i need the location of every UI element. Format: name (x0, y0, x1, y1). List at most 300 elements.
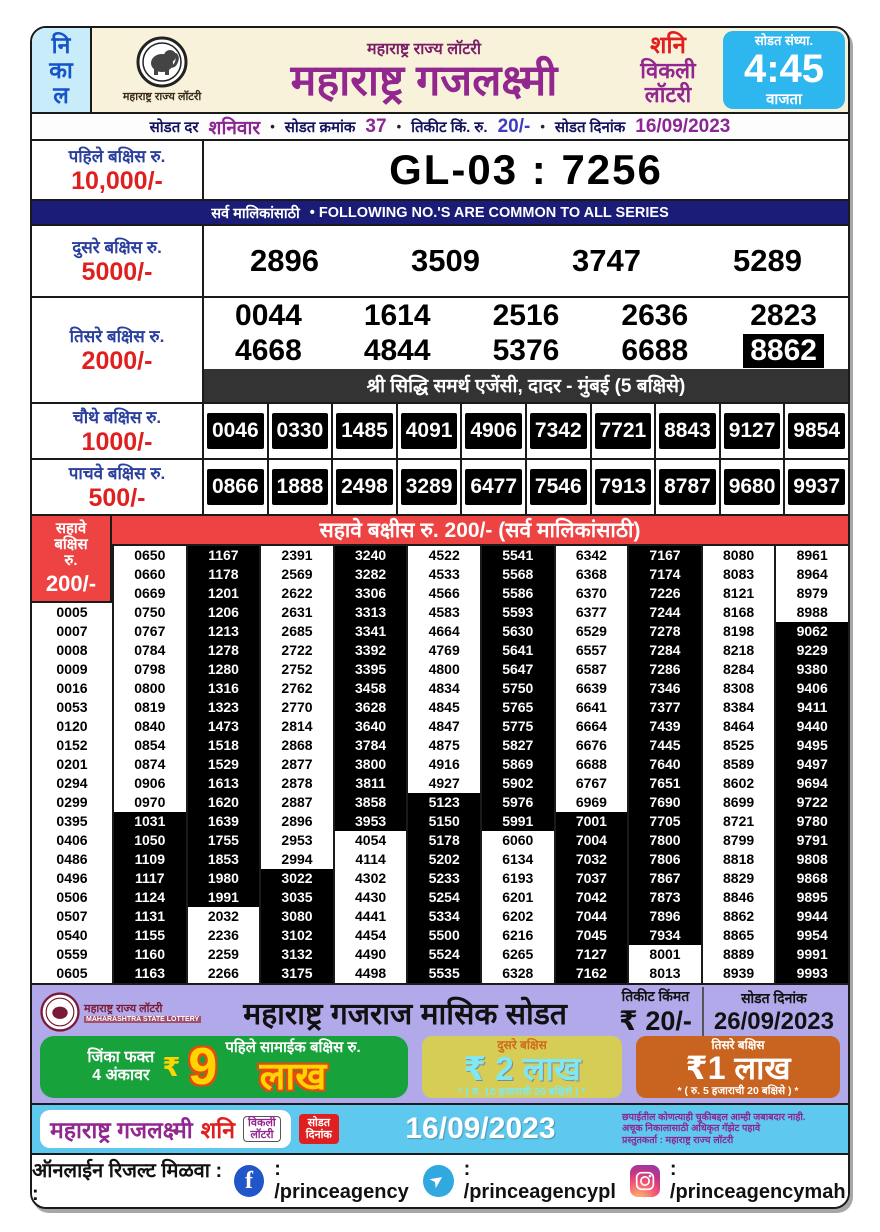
third-prize-number: 6688 (621, 333, 689, 367)
draw-info-row (32, 112, 848, 139)
fourth-prize-number: 7342 (530, 413, 587, 449)
third-prize-amount: 2000/- (81, 347, 153, 375)
grid-number-cell: 3640 (333, 717, 407, 736)
grid-number-cell: 9895 (774, 888, 848, 907)
grid-number-cell: 3458 (333, 679, 407, 698)
grid-number-cell: 8464 (701, 717, 775, 736)
fifth-prize-number: 9680 (724, 469, 781, 505)
fourth-prize-number: 1485 (336, 413, 393, 449)
grid-number-cell: 4454 (333, 926, 407, 945)
grid-number-cell: 7934 (627, 926, 701, 945)
grid-number-cell: 2953 (259, 831, 333, 850)
grid-number-cell: 1518 (186, 736, 260, 755)
grid-number-cell: 5500 (406, 926, 480, 945)
grid-number-cell: 6202 (480, 907, 554, 926)
grid-number-cell: 9993 (774, 964, 848, 983)
first-prize-label (32, 141, 204, 199)
promo-title: महाराष्ट्र गजराज मासिक सोडत (243, 997, 567, 1031)
grid-number-cell: 6969 (554, 793, 628, 812)
grid-number-cell: 0669 (112, 584, 186, 603)
grid-number-cell: 3953 (333, 812, 407, 831)
grid-number-cell: 2762 (259, 679, 333, 698)
grid-number-cell: 0840 (112, 717, 186, 736)
promo-section (32, 983, 848, 1103)
day-block (616, 28, 720, 112)
grid-number-cell: 6216 (480, 926, 554, 945)
grid-number-cell: 6368 (554, 565, 628, 584)
fourth-prize-cell (460, 404, 525, 458)
grid-number-cell: 1124 (112, 888, 186, 907)
grid-number-cell: 8121 (701, 584, 775, 603)
grid-number-cell: 3282 (333, 565, 407, 584)
promo-ticket-value: ₹ 20/- (619, 1006, 692, 1036)
fourth-prize-number: 9854 (788, 413, 845, 449)
grid-number-cell: 2994 (259, 850, 333, 869)
grid-number-cell: 0906 (112, 774, 186, 793)
third-prize-numbers (204, 298, 848, 369)
instagram-handle[interactable]: : /princeagencymah (669, 1158, 846, 1203)
promo-first-prize-box (40, 1036, 408, 1098)
grid-number-cell: 4566 (406, 584, 480, 603)
fourth-prize-cell (396, 404, 461, 458)
fourth-prize-number: 9127 (724, 413, 781, 449)
footer-date-label-line2: दिनांक (305, 1129, 332, 1141)
grid-number-cell: 8699 (701, 793, 775, 812)
grid-number-cell: 3080 (259, 907, 333, 926)
footer-date-label-line1: सोडत (307, 1117, 331, 1129)
nikal-letter: का (49, 56, 73, 83)
instagram-icon[interactable] (630, 1165, 660, 1197)
grid-number-cell: 7244 (627, 603, 701, 622)
footer-date: 16/09/2023 (405, 1112, 556, 1145)
fourth-prize-number: 0046 (207, 413, 264, 449)
fifth-prize-cell (525, 460, 590, 514)
second-prize-number: 5289 (733, 243, 802, 278)
grid-number-cell: 1991 (186, 888, 260, 907)
grid-number-cell: 6767 (554, 774, 628, 793)
first-prize-row (32, 139, 848, 199)
grid-number-cell: 6060 (480, 831, 554, 850)
third-prize-number: 8862 (743, 334, 824, 368)
grid-number-cell: 2887 (259, 793, 333, 812)
grid-number-cell: 5630 (480, 622, 554, 641)
grid-number-cell: 6641 (554, 698, 628, 717)
fifth-prize-cell (204, 460, 267, 514)
promo-ticket-price (609, 987, 704, 1037)
grid-number-cell: 7174 (627, 565, 701, 584)
ticket-price-label: तिकीट किं. रु. (411, 118, 488, 136)
fifth-prize-cell (396, 460, 461, 514)
grid-number-cell: 4927 (406, 774, 480, 793)
grid-number-cell: 7445 (627, 736, 701, 755)
third-prize-row (32, 296, 848, 402)
telegram-handle[interactable]: : /princeagencypl (463, 1158, 616, 1203)
fourth-prize-row (32, 402, 848, 458)
grid-number-cell: 7286 (627, 660, 701, 679)
grid-number-cell: 1613 (186, 774, 260, 793)
grid-number-cell: 7651 (627, 774, 701, 793)
series-banner-marathi: सर्व मालिकांसाठी (211, 205, 300, 222)
grid-number-cell: 7439 (627, 717, 701, 736)
small-title: महाराष्ट्र राज्य लॉटरी (367, 41, 481, 58)
grid-number-cell: 8589 (701, 755, 775, 774)
third-prize-number: 4844 (363, 333, 431, 367)
grid-number-cell: 7162 (554, 964, 628, 983)
disclaimer-line: अचूक निकालासाठी अधिकृत गॅझेट पहावे (622, 1123, 761, 1135)
grid-number-cell: 9954 (774, 926, 848, 945)
grid-number-cell: 4664 (406, 622, 480, 641)
grid-number-cell: 6557 (554, 641, 628, 660)
grid-number-cell: 8799 (701, 831, 775, 850)
grid-number-cell: 3341 (333, 622, 407, 641)
third-prize-number: 5376 (492, 333, 560, 367)
first-prize-amount: 10,000/- (71, 167, 163, 195)
fourth-prize-cell (267, 404, 332, 458)
grid-number-cell: 8862 (701, 907, 775, 926)
title-block (232, 28, 616, 112)
grid-number-cell: 9229 (774, 641, 848, 660)
fourth-prize-cell (654, 404, 719, 458)
grid-number-cell: 1131 (112, 907, 186, 926)
first-prize-number: GL-03 : 7256 (389, 146, 663, 193)
grid-number-cell: 0970 (112, 793, 186, 812)
fifth-prize-cell (590, 460, 655, 514)
grid-number-cell: 8939 (701, 964, 775, 983)
promo-header (40, 989, 840, 1035)
promo-date-value: 26/09/2023 (713, 1007, 834, 1035)
sixth-prize-amount: 200/- (45, 570, 97, 596)
fifth-prize-number: 9937 (788, 469, 845, 505)
second-prize-number: 3509 (411, 243, 480, 278)
second-prize-numbers (204, 226, 848, 296)
grid-number-cell: 7806 (627, 850, 701, 869)
logo-caption: महाराष्ट्र राज्य लॉटरी (122, 91, 202, 103)
grid-number-cell: 9780 (774, 812, 848, 831)
grid-number-cell: 0496 (32, 869, 112, 888)
grid-number-cell: 2631 (259, 603, 333, 622)
grid-number-cell: 2896 (259, 812, 333, 831)
lottery-result-sheet (30, 26, 850, 1209)
nikal-letter: नि (51, 31, 71, 58)
grid-number-cell: 0201 (32, 755, 112, 774)
grid-number-cell: 9791 (774, 831, 848, 850)
grid-number-cell: 1639 (186, 812, 260, 831)
grid-number-cell: 3306 (333, 584, 407, 603)
grid-number-cell: 5869 (480, 755, 554, 774)
grid-number-cell: 8001 (627, 945, 701, 964)
fifth-prize-numbers (204, 460, 848, 514)
fourth-prize-amount: 1000/- (81, 428, 153, 456)
grid-number-cell: 7044 (554, 907, 628, 926)
grid-number-cell: 1050 (112, 831, 186, 850)
grid-number-cell: 6193 (480, 869, 554, 888)
facebook-handle[interactable]: : /princeagency (274, 1158, 409, 1203)
grid-number-cell: 4441 (333, 907, 407, 926)
grid-number-cell: 3858 (333, 793, 407, 812)
grid-number-cell: 1473 (186, 717, 260, 736)
grid-number-cell: 2685 (259, 622, 333, 641)
grid-number-cell: 0767 (112, 622, 186, 641)
disclaimer-line: प्रस्तुतकर्ता : महाराष्ट्र राज्य लॉटरी (622, 1134, 734, 1146)
fifth-prize-number: 6477 (465, 469, 522, 505)
grid-number-cell: 5541 (480, 546, 554, 565)
grid-number-cell: 0507 (32, 907, 112, 926)
fifth-prize-cell (331, 460, 396, 514)
grid-number-cell: 7037 (554, 869, 628, 888)
draw-time-value: 4:45 (743, 47, 825, 91)
fourth-prize-number: 8843 (659, 413, 716, 449)
grid-number-cell: 6587 (554, 660, 628, 679)
disclaimer-line: छपाईतील कोणत्याही चुकीबद्दल आम्ही जबाबदार नाही. (622, 1111, 806, 1123)
grid-number-cell: 8846 (701, 888, 775, 907)
third-prize-label (32, 298, 204, 402)
fourth-prize-number: 0330 (272, 413, 329, 449)
online-result-label: ऑनलाईन रिजल्ट मिळवा : : (32, 1160, 223, 1205)
promo-second-note: * ( रु. 10 हजाराची 20 बक्षिसे ) * (458, 1085, 586, 1098)
fourth-prize-cell (331, 404, 396, 458)
grid-number-cell: 1278 (186, 641, 260, 660)
grid-number-cell: 0800 (112, 679, 186, 698)
instagram-camera-glyph (635, 1171, 655, 1191)
grid-number-cell: 8284 (701, 660, 775, 679)
grid-number-cell: 4834 (406, 679, 480, 698)
grid-number-cell: 5765 (480, 698, 554, 717)
promo-draw-date (704, 989, 840, 1036)
grid-number-cell: 1213 (186, 622, 260, 641)
bullet-icon: • (396, 119, 402, 134)
grid-number-cell: 5647 (480, 660, 554, 679)
grid-number-cell: 1109 (112, 850, 186, 869)
grid-number-cell: 6134 (480, 850, 554, 869)
grid-number-cell: 1201 (186, 584, 260, 603)
grid-number-cell: 8525 (701, 736, 775, 755)
promo-second-amount: ₹ 2 लाख (463, 1049, 581, 1087)
grid-number-cell: 0559 (32, 945, 112, 964)
third-prize-number: 1614 (363, 298, 431, 332)
grid-number-cell: 0605 (32, 964, 112, 983)
grid-number-cell: 5775 (480, 717, 554, 736)
grid-number-cell: 1167 (186, 546, 260, 565)
second-prize-number: 3747 (572, 243, 641, 278)
grid-number-cell: 5586 (480, 584, 554, 603)
series-banner (32, 199, 848, 224)
series-banner-english: • FOLLOWING NO.'S ARE COMMON TO ALL SERIES (309, 204, 669, 221)
third-prize-number: 2516 (492, 298, 560, 332)
grid-number-cell: 2266 (186, 964, 260, 983)
grid-number-cell: 7690 (627, 793, 701, 812)
grid-number-cell: 0299 (32, 793, 112, 812)
grid-number-cell: 0650 (112, 546, 186, 565)
grid-number-cell: 0053 (32, 698, 112, 717)
sixth-prize-name-l2: बक्षिस (54, 535, 88, 553)
fifth-prize-row (32, 458, 848, 514)
grid-number-cell: 4769 (406, 641, 480, 660)
fifth-prize-number: 8787 (659, 469, 716, 505)
sixth-prize-name-l1: सहावे (55, 519, 87, 537)
grid-number-cell: 5178 (406, 831, 480, 850)
draw-date-value: 16/09/2023 (635, 115, 731, 137)
grid-number-cell: 5568 (480, 565, 554, 584)
grid-number-cell: 1280 (186, 660, 260, 679)
grid-number-cell: 9722 (774, 793, 848, 812)
footer-weekly-line1: विकली (248, 1117, 276, 1129)
footer-disclaimer (622, 1112, 840, 1147)
grid-number-cell: 8829 (701, 869, 775, 888)
grid-number-cell: 2236 (186, 926, 260, 945)
sixth-prize-banner: सहावे बक्षीस रु. 200/- (सर्व मालिकांसाठी) (112, 516, 848, 546)
second-prize-amount: 5000/- (81, 258, 153, 286)
grid-number-cell: 7873 (627, 888, 701, 907)
facebook-icon[interactable]: f (234, 1165, 264, 1197)
draw-day-value: शनिवार (208, 117, 261, 139)
grid-number-cell: 7127 (554, 945, 628, 964)
grid-number-cell: 9380 (774, 660, 848, 679)
grid-number-cell: 1117 (112, 869, 186, 888)
header (32, 28, 848, 112)
third-prize-number: 2636 (621, 298, 689, 332)
grid-number-cell: 3102 (259, 926, 333, 945)
grid-number-cell: 5827 (480, 736, 554, 755)
fifth-prize-name: पाचवे बक्षिस रु. (68, 464, 166, 483)
draw-time-label: सोडत संध्या. (754, 33, 814, 48)
fifth-prize-cell (654, 460, 719, 514)
grid-number-cell: 1755 (186, 831, 260, 850)
grid-number-cell: 8083 (701, 565, 775, 584)
fourth-prize-number: 4091 (401, 413, 458, 449)
grid-number-cell: 3022 (259, 869, 333, 888)
grid-number-cell: 0486 (32, 850, 112, 869)
grid-number-cell: 5641 (480, 641, 554, 660)
fourth-prize-cell (525, 404, 590, 458)
promo-third-label: तिसरे बक्षिस (711, 1038, 765, 1052)
grid-number-cell: 8721 (701, 812, 775, 831)
promo-third-amount: ₹1 लाख (685, 1050, 791, 1086)
grid-number-cell: 5535 (406, 964, 480, 983)
draw-time-box (723, 31, 845, 109)
grid-number-cell: 8979 (774, 584, 848, 603)
grid-number-cell: 1323 (186, 698, 260, 717)
second-prize-label (32, 226, 204, 296)
day-name: शनि (650, 32, 686, 59)
grid-number-cell: 4845 (406, 698, 480, 717)
grid-number-cell: 0854 (112, 736, 186, 755)
grid-number-cell: 3395 (333, 660, 407, 679)
grid-number-cell: 9868 (774, 869, 848, 888)
nikal-letter: ल (53, 81, 69, 108)
grid-number-cell: 0506 (32, 888, 112, 907)
first-prize-name: पहिले बक्षिस रु. (68, 147, 166, 166)
fifth-prize-number: 7546 (530, 469, 587, 505)
grid-number-cell: 2391 (259, 546, 333, 565)
grid-number-cell: 8818 (701, 850, 775, 869)
grid-number-cell: 1031 (112, 812, 186, 831)
grid-number-cell: 9944 (774, 907, 848, 926)
draw-time-suffix: वाजता (766, 91, 802, 108)
grid-number-cell: 7032 (554, 850, 628, 869)
second-prize-row (32, 224, 848, 296)
grid-number-cell: 2814 (259, 717, 333, 736)
rupee-symbol: ₹ (162, 1051, 181, 1082)
grid-number-cell: 1155 (112, 926, 186, 945)
grid-number-cell: 8080 (701, 546, 775, 565)
nikal-vertical-label (32, 28, 92, 112)
grid-number-cell: 5902 (480, 774, 554, 793)
second-prize-name: दुसरे बक्षिस रु. (72, 238, 162, 257)
grid-number-cell: 0395 (32, 812, 112, 831)
grid-number-cell: 0798 (112, 660, 186, 679)
fourth-prize-name: चौथे बक्षिस रु. (72, 408, 162, 427)
telegram-icon[interactable]: ➤ (423, 1165, 453, 1197)
fifth-prize-amount: 500/- (88, 484, 146, 512)
grid-number-cell: 7001 (554, 812, 628, 831)
grid-number-cell: 8168 (701, 603, 775, 622)
grid-number-cell: 0750 (112, 603, 186, 622)
grid-number-cell: 9991 (774, 945, 848, 964)
grid-number-cell: 6377 (554, 603, 628, 622)
grid-number-cell: 2877 (259, 755, 333, 774)
social-footer (32, 1153, 848, 1207)
fifth-prize-cell (719, 460, 784, 514)
promo-first-amount-word: लाख (259, 1056, 327, 1098)
draw-date-label: सोडत दिनांक (554, 118, 626, 136)
promo-logo-caption2: MAHARASHTRA STATE LOTTERY (86, 1016, 200, 1023)
grid-number-cell: 4498 (333, 964, 407, 983)
grid-number-cell: 8602 (701, 774, 775, 793)
grid-number-cell: 3035 (259, 888, 333, 907)
grid-number-cell: 4490 (333, 945, 407, 964)
promo-logo-caption1: महाराष्ट्र राज्य लॉटरी (84, 1003, 163, 1015)
grid-number-cell: 9411 (774, 698, 848, 717)
fifth-prize-cell (267, 460, 332, 514)
grid-number-cell: 4533 (406, 565, 480, 584)
grid-number-cell: 0152 (32, 736, 112, 755)
grid-number-cell: 5991 (480, 812, 554, 831)
grid-number-cell: 5593 (480, 603, 554, 622)
grid-number-cell: 4583 (406, 603, 480, 622)
weekly-label-line2: लॉटरी (644, 82, 692, 107)
fourth-prize-cell (783, 404, 848, 458)
grid-number-cell: 1529 (186, 755, 260, 774)
grid-number-cell: 7705 (627, 812, 701, 831)
footer-title-pill (40, 1110, 291, 1148)
fourth-prize-cell (204, 404, 267, 458)
footer-day: शनि (200, 1117, 236, 1143)
fifth-prize-number: 2498 (336, 469, 393, 505)
grid-number-cell: 0406 (32, 831, 112, 850)
grid-number-cell: 0007 (32, 622, 112, 641)
grid-number-cell: 4800 (406, 660, 480, 679)
sixth-prize-label (32, 516, 112, 603)
bullet-icon: • (540, 119, 545, 134)
footer-date-label-box (299, 1114, 339, 1144)
grid-number-cell: 7042 (554, 888, 628, 907)
grid-number-cell: 8961 (774, 546, 848, 565)
grid-number-cell: 4847 (406, 717, 480, 736)
promo-third-note: * ( रु. 5 हजाराची 20 बक्षिसे ) * (677, 1085, 799, 1097)
agency-note-bar: श्री सिद्धि समर्थ एजेंसी, दादर - मुंबई (5 बक्षिसे) (204, 369, 848, 402)
grid-number-cell: 3628 (333, 698, 407, 717)
grid-number-cell: 1163 (112, 964, 186, 983)
sixth-prize-grid (32, 514, 848, 983)
grid-number-cell: 6664 (554, 717, 628, 736)
fifth-prize-number: 1888 (272, 469, 329, 505)
grid-number-cell: 8218 (701, 641, 775, 660)
grid-number-cell: 5334 (406, 907, 480, 926)
grid-number-cell: 0294 (32, 774, 112, 793)
weekly-label-line1: विकली (640, 58, 696, 83)
grid-number-cell: 7226 (627, 584, 701, 603)
draw-number-label: सोडत क्रमांक (284, 118, 356, 136)
